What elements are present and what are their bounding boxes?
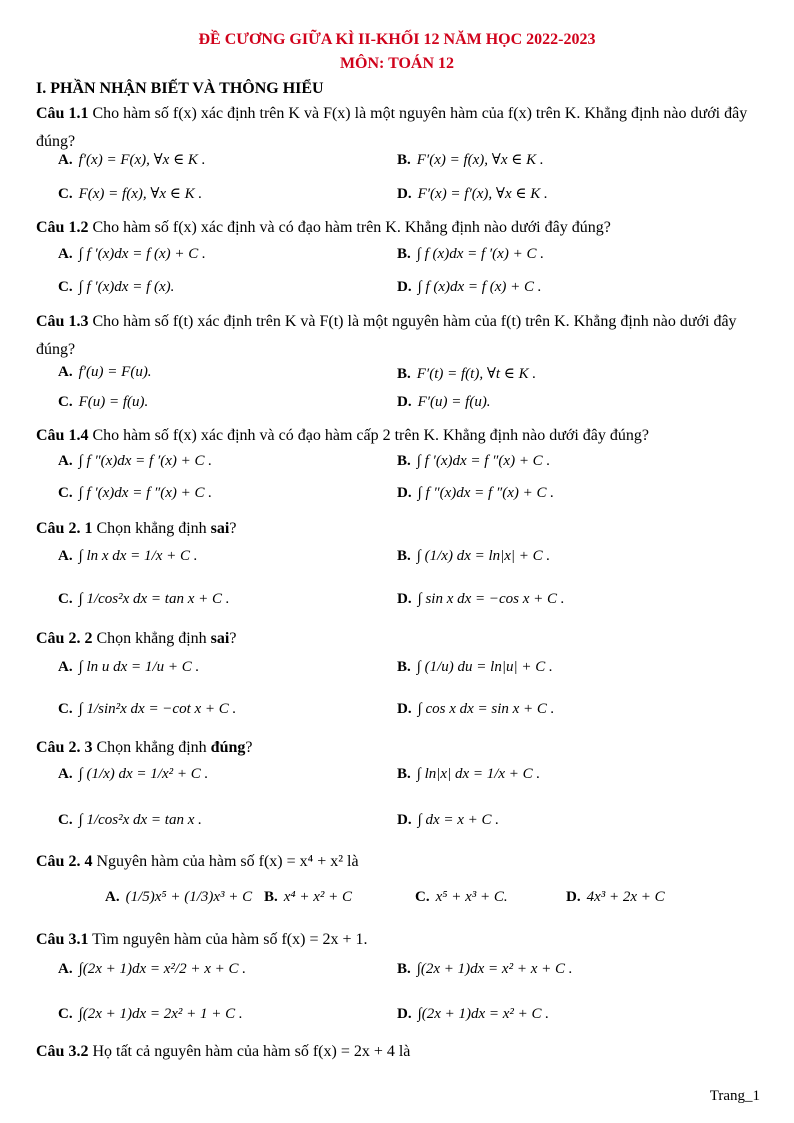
option-letter: B. [397, 766, 411, 782]
option-letter: C. [58, 394, 73, 410]
option-letter: A. [58, 659, 73, 675]
answer-option[interactable] [397, 394, 491, 411]
answer-option[interactable] [58, 701, 236, 718]
question-emphasis: sai [210, 520, 230, 537]
question-text: Chọn khẳng định [92, 520, 211, 537]
answer-option[interactable] [415, 889, 508, 906]
question-text: Cho hàm số f(x) xác định và có đạo hàm cấp 2 trên K. Khẳng định nào dưới đây đúng? [88, 427, 649, 444]
option-letter: C. [58, 1006, 73, 1022]
option-formula: F′(t) = f(t), ∀t ∈ K . [416, 366, 537, 382]
option-letter: C. [58, 701, 73, 717]
question-text: Cho hàm số f(x) xác định và có đạo hàm trên K. Khẳng định nào dưới đây đúng? [88, 219, 611, 236]
option-formula: F′(x) = f(x), ∀x ∈ K . [416, 152, 544, 168]
answer-option[interactable] [397, 246, 544, 263]
question [36, 422, 762, 450]
answer-option[interactable] [397, 453, 550, 470]
option-formula: ∫(2x + 1)dx = x² + x + C . [416, 961, 573, 977]
option-formula: ∫ 1/sin²x dx = −cot x + C . [78, 701, 237, 717]
option-formula: ∫ f (x)dx = f ′(x) + C . [416, 246, 544, 262]
question-label: Câu 1.2 [36, 219, 89, 236]
question [36, 515, 762, 543]
answer-option[interactable] [58, 812, 202, 829]
option-formula: F′(x) = f′(x), ∀x ∈ K . [417, 186, 548, 202]
question-text: Tìm nguyên hàm của hàm số f(x) = 2x + 1. [88, 931, 368, 948]
question-emphasis: đúng [210, 739, 246, 756]
answer-option[interactable] [397, 701, 554, 718]
question-label: Câu 3.2 [36, 1043, 89, 1060]
answer-option[interactable] [264, 889, 352, 906]
answer-option[interactable] [397, 184, 548, 203]
option-letter: C. [58, 485, 73, 501]
answer-option[interactable] [58, 246, 206, 263]
option-formula: ∫ (1/x) dx = 1/x² + C . [78, 766, 209, 782]
question-text: Cho hàm số f(x) xác định trên K và F(x) là một nguyên hàm của f(x) trên K. Khẳng định nào dưới đây đúng? [36, 105, 748, 150]
option-letter: B. [397, 366, 411, 382]
option-letter: D. [397, 279, 412, 295]
option-letter: D. [397, 394, 412, 410]
question [36, 848, 762, 876]
option-formula: ∫ f ′(x)dx = f ″(x) + C . [78, 485, 213, 501]
answer-option[interactable] [58, 766, 208, 783]
option-formula: ∫ f ″(x)dx = f ′(x) + C . [78, 453, 213, 469]
section-title: I. PHẦN NHẬN BIẾT VÀ THÔNG HIỂU [36, 80, 324, 97]
answer-option[interactable] [397, 766, 540, 783]
answer-option[interactable] [58, 1006, 243, 1023]
answer-option[interactable] [58, 184, 202, 203]
option-formula: ∫ cos x dx = sin x + C . [417, 701, 555, 717]
option-formula: ∫ f ′(x)dx = f (x). [78, 279, 175, 295]
question-label: Câu 2. 1 [36, 520, 93, 537]
question [36, 100, 762, 156]
option-formula: ∫ f ′(x)dx = f (x) + C . [78, 246, 206, 262]
option-formula: ∫ f (x)dx = f (x) + C . [417, 279, 542, 295]
question-text: Họ tất cả nguyên hàm của hàm số f(x) = 2x + 4 là [88, 1043, 411, 1060]
option-letter: A. [58, 364, 73, 380]
option-formula: ∫ f ′(x)dx = f ″(x) + C . [416, 453, 551, 469]
option-letter: A. [105, 889, 120, 905]
answer-option[interactable] [105, 889, 252, 906]
document-title: ĐỀ CƯƠNG GIỮA KÌ II-KHỐI 12 NĂM HỌC 2022-2023 [198, 31, 596, 48]
option-formula: ∫ ln x dx = 1/x + C . [78, 548, 198, 564]
option-formula: (1/5)x⁵ + (1/3)x³ + C [125, 889, 253, 905]
option-letter: A. [58, 453, 73, 469]
option-formula: F(u) = f(u). [78, 394, 149, 410]
answer-option[interactable] [397, 591, 565, 608]
question [36, 926, 762, 954]
option-letter: D. [397, 186, 412, 202]
option-letter: D. [397, 1006, 412, 1022]
option-formula: ∫ sin x dx = −cos x + C . [417, 591, 565, 607]
subject-title: MÔN: TOÁN 12 [339, 55, 455, 72]
option-formula: f′(u) = F(u). [78, 364, 152, 380]
answer-option[interactable] [58, 548, 198, 565]
option-letter: C. [58, 186, 73, 202]
answer-option[interactable] [566, 889, 665, 906]
option-letter: A. [58, 152, 73, 168]
answer-option[interactable] [397, 1006, 549, 1023]
answer-option[interactable] [58, 394, 148, 411]
option-formula: f′(x) = F(x), ∀x ∈ K . [78, 152, 206, 168]
option-formula: ∫ f ″(x)dx = f ″(x) + C . [417, 485, 554, 501]
answer-option[interactable] [397, 659, 553, 676]
question-label: Câu 2. 3 [36, 739, 93, 756]
answer-option[interactable] [397, 812, 499, 829]
option-letter: D. [397, 485, 412, 501]
option-letter: A. [58, 961, 73, 977]
question [36, 308, 762, 364]
question-tail: ? [229, 520, 237, 537]
option-formula: 4x³ + 2x + C [586, 889, 665, 905]
answer-option[interactable] [58, 453, 212, 470]
question [36, 1038, 762, 1066]
option-formula: ∫ dx = x + C . [417, 812, 500, 828]
answer-option[interactable] [397, 485, 554, 502]
option-letter: C. [58, 591, 73, 607]
option-letter: A. [58, 246, 73, 262]
question-text: Nguyên hàm của hàm số f(x) = x⁴ + x² là [92, 853, 359, 870]
option-letter: D. [566, 889, 581, 905]
answer-option[interactable] [397, 279, 542, 296]
question-label: Câu 3.1 [36, 931, 89, 948]
answer-option[interactable] [58, 279, 174, 296]
question-label: Câu 1.3 [36, 313, 89, 330]
option-formula: x⁴ + x² + C [283, 889, 353, 905]
question-label: Câu 1.4 [36, 427, 89, 444]
answer-option[interactable] [397, 150, 544, 169]
question-emphasis: sai [210, 630, 230, 647]
question [36, 734, 762, 762]
question-tail: ? [229, 630, 237, 647]
question-label: Câu 2. 2 [36, 630, 93, 647]
option-letter: C. [58, 279, 73, 295]
answer-option[interactable] [58, 961, 246, 978]
option-formula: ∫ (1/u) du = ln|u| + C . [416, 659, 553, 675]
option-formula: ∫ ln|x| dx = 1/x + C . [416, 766, 541, 782]
option-letter: A. [58, 766, 73, 782]
answer-option[interactable] [58, 485, 212, 502]
option-letter: C. [415, 889, 430, 905]
option-letter: D. [397, 812, 412, 828]
option-formula: ∫(2x + 1)dx = 2x² + 1 + C . [78, 1006, 243, 1022]
option-letter: B. [397, 152, 411, 168]
question [36, 214, 762, 242]
answer-option[interactable] [397, 364, 536, 383]
answer-option[interactable] [58, 591, 230, 608]
option-letter: C. [58, 812, 73, 828]
option-formula: ∫ 1/cos²x dx = tan x . [78, 812, 202, 828]
question-tail: ? [245, 739, 253, 756]
option-formula: F′(u) = f(u). [417, 394, 491, 410]
answer-option[interactable] [397, 961, 573, 978]
option-letter: B. [264, 889, 278, 905]
answer-option[interactable] [58, 659, 199, 676]
option-formula: ∫ (1/x) dx = ln|x| + C . [416, 548, 551, 564]
page-footer: Trang_1 [709, 1088, 760, 1104]
option-formula: x⁵ + x³ + C. [435, 889, 508, 905]
question-text: Chọn khẳng định [92, 739, 211, 756]
option-letter: D. [397, 591, 412, 607]
question-text: Cho hàm số f(t) xác định trên K và F(t) là một nguyên hàm của f(t) trên K. Khẳng định nào dưới đây đúng? [36, 313, 737, 358]
question-text: Chọn khẳng định [92, 630, 211, 647]
question [36, 625, 762, 653]
option-formula: ∫ 1/cos²x dx = tan x + C . [78, 591, 230, 607]
option-letter: B. [397, 961, 411, 977]
option-letter: B. [397, 659, 411, 675]
option-letter: B. [397, 453, 411, 469]
option-formula: ∫(2x + 1)dx = x² + C . [417, 1006, 550, 1022]
option-letter: B. [397, 548, 411, 564]
option-letter: A. [58, 548, 73, 564]
option-letter: B. [397, 246, 411, 262]
answer-option[interactable] [397, 548, 550, 565]
option-formula: ∫ ln u dx = 1/u + C . [78, 659, 200, 675]
answer-option[interactable] [58, 150, 205, 169]
option-letter: D. [397, 701, 412, 717]
question-label: Câu 1.1 [36, 105, 89, 122]
option-formula: ∫(2x + 1)dx = x²/2 + x + C . [78, 961, 246, 977]
option-formula: F(x) = f(x), ∀x ∈ K . [78, 186, 203, 202]
answer-option[interactable] [58, 364, 152, 381]
question-label: Câu 2. 4 [36, 853, 93, 870]
